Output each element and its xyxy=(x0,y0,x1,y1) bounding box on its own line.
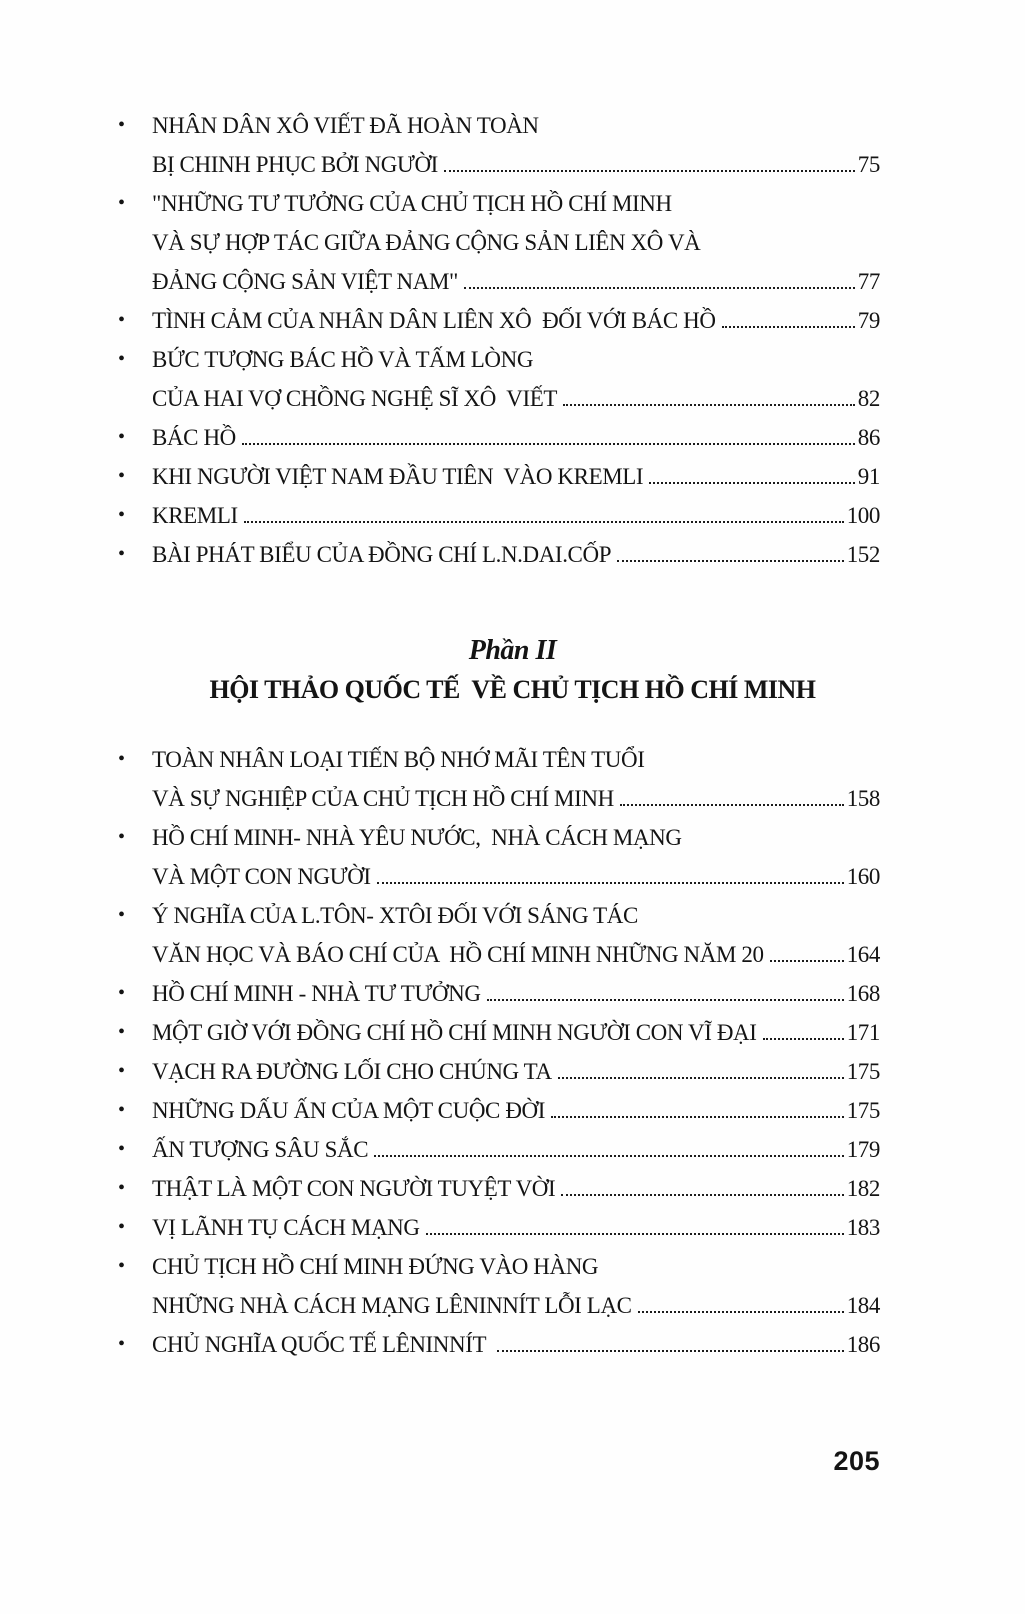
toc-entry-page: 100 xyxy=(846,503,880,528)
toc-entry-line xyxy=(152,418,880,457)
part2-section-header xyxy=(0,632,1025,710)
toc-entry-text: BỨC TƯỢNG BÁC HỒ VÀ TẤM LÒNG xyxy=(152,347,534,372)
toc-entry-body xyxy=(152,896,880,974)
bullet-icon: • xyxy=(118,426,126,448)
dot-leader xyxy=(638,1311,844,1313)
dot-leader xyxy=(374,1155,844,1157)
bullet-icon: • xyxy=(118,1216,126,1238)
toc-entry-body xyxy=(152,818,880,896)
toc-entry xyxy=(118,896,880,974)
footer-page-number: 205 xyxy=(833,1446,880,1476)
toc-entry-body xyxy=(152,301,880,340)
toc-entry-text: ĐẢNG CỘNG SẢN VIỆT NAM" xyxy=(152,269,459,294)
toc-entry xyxy=(118,740,880,818)
bullet-icon: • xyxy=(118,1021,126,1043)
toc-entry-page: 183 xyxy=(846,1215,880,1240)
toc-entry-line xyxy=(152,857,880,896)
toc-entry-page: 77 xyxy=(857,269,880,294)
dot-leader xyxy=(551,1116,844,1118)
toc-entry xyxy=(118,496,880,535)
bullet-icon: • xyxy=(118,543,126,565)
toc-entry-page: 175 xyxy=(846,1098,880,1123)
toc-entry-page: 91 xyxy=(857,464,880,489)
dot-leader xyxy=(244,521,844,523)
toc-entry-line xyxy=(152,301,880,340)
toc-entry xyxy=(118,106,880,184)
toc-entry-line xyxy=(152,1052,880,1091)
dot-leader xyxy=(722,326,855,328)
toc-entry-line xyxy=(152,1325,880,1364)
toc-entry-line xyxy=(152,1286,880,1325)
bullet-icon: • xyxy=(118,904,126,926)
dot-leader xyxy=(649,482,855,484)
toc-entry-page: 82 xyxy=(857,386,880,411)
dot-leader xyxy=(377,882,844,884)
toc-entry-line xyxy=(152,1013,880,1052)
toc-entry-text: BỊ CHINH PHỤC BỞI NGƯỜI xyxy=(152,152,438,177)
dot-leader xyxy=(763,1038,844,1040)
toc-entry-line xyxy=(152,1091,880,1130)
toc-entry-text: VÀ MỘT CON NGƯỜI xyxy=(152,864,371,889)
toc-entry-text: MỘT GIỜ VỚI ĐỒNG CHÍ HỒ CHÍ MINH NGƯỜI CON VĨ ĐẠI xyxy=(152,1020,757,1045)
bullet-icon: • xyxy=(118,1060,126,1082)
toc-entry-body xyxy=(152,1091,880,1130)
toc-entry-line xyxy=(152,974,880,1013)
toc-entry-body xyxy=(152,1013,880,1052)
toc-entry-body xyxy=(152,1052,880,1091)
toc-entry xyxy=(118,418,880,457)
dot-leader xyxy=(242,443,855,445)
toc-entry-line xyxy=(152,1169,880,1208)
dot-leader xyxy=(558,1077,844,1079)
toc-entry-page: 179 xyxy=(846,1137,880,1162)
toc-entry-text: CHỦ TỊCH HỒ CHÍ MINH ĐỨNG VÀO HÀNG xyxy=(152,1254,599,1279)
toc-entry xyxy=(118,1325,880,1364)
dot-leader xyxy=(426,1233,844,1235)
toc-entry-page: 152 xyxy=(846,542,880,567)
toc-entry-body xyxy=(152,1208,880,1247)
toc-entry-line xyxy=(152,145,880,184)
bullet-icon: • xyxy=(118,1099,126,1121)
toc-entry-text: BÁC HỒ xyxy=(152,425,236,450)
toc-entry-page: 168 xyxy=(846,981,880,1006)
bullet-icon: • xyxy=(118,826,126,848)
dot-leader xyxy=(444,170,855,172)
toc-entry-page: 175 xyxy=(846,1059,880,1084)
toc-entry xyxy=(118,1208,880,1247)
bullet-icon: • xyxy=(118,348,126,370)
toc-entry-text: THẬT LÀ MỘT CON NGƯỜI TUYỆT VỜI xyxy=(152,1176,556,1201)
toc-list-part2 xyxy=(118,740,880,1364)
toc-entry-line xyxy=(152,457,880,496)
bullet-icon: • xyxy=(118,465,126,487)
toc-entry-body xyxy=(152,535,880,574)
toc-entry-line xyxy=(152,535,880,574)
toc-entry-body xyxy=(152,184,880,301)
toc-entry xyxy=(118,535,880,574)
bullet-icon: • xyxy=(118,1138,126,1160)
toc-entry-text: CỦA HAI VỢ CHỒNG NGHỆ SĨ XÔ VIẾT xyxy=(152,386,558,411)
toc-entry-text: NHÂN DÂN XÔ VIẾT ĐÃ HOÀN TOÀN xyxy=(152,113,539,138)
toc-entry-text: HỒ CHÍ MINH - NHÀ TƯ TƯỞNG xyxy=(152,981,481,1006)
toc-entry xyxy=(118,1130,880,1169)
toc-entry-text: VỊ LÃNH TỤ CÁCH MẠNG xyxy=(152,1215,420,1240)
toc-entry-body xyxy=(152,974,880,1013)
toc-entry xyxy=(118,301,880,340)
toc-entry-page: 182 xyxy=(846,1176,880,1201)
toc-entry-text: HỒ CHÍ MINH- NHÀ YÊU NƯỚC, NHÀ CÁCH MẠNG xyxy=(152,825,682,850)
toc-entry-line xyxy=(152,496,880,535)
dot-leader xyxy=(617,560,844,562)
toc-entry-text: CHỦ NGHĨA QUỐC TẾ LÊNINNÍT xyxy=(152,1332,492,1357)
toc-entry-line xyxy=(152,262,880,301)
toc-entry-line xyxy=(152,106,880,145)
bullet-icon: • xyxy=(118,748,126,770)
toc-entry-text: TÌNH CẢM CỦA NHÂN DÂN LIÊN XÔ ĐỐI VỚI BÁC HỒ xyxy=(152,308,716,333)
toc-entry-text: Ý NGHĨA CỦA L.TÔN- XTÔI ĐỐI VỚI SÁNG TÁC xyxy=(152,903,638,928)
toc-entry-line xyxy=(152,223,880,262)
toc-entry-body xyxy=(152,740,880,818)
toc-entry-body xyxy=(152,496,880,535)
toc-entry-body xyxy=(152,457,880,496)
toc-entry-body xyxy=(152,1130,880,1169)
toc-entry xyxy=(118,1052,880,1091)
bullet-icon: • xyxy=(118,1255,126,1277)
toc-entry-page: 86 xyxy=(857,425,880,450)
toc-entry-line xyxy=(152,184,880,223)
toc-entry-body xyxy=(152,1247,880,1325)
bullet-icon: • xyxy=(118,114,126,136)
toc-entry-text: VÀ SỰ HỢP TÁC GIỮA ĐẢNG CỘNG SẢN LIÊN XÔ VÀ xyxy=(152,230,701,255)
toc-entry-page: 79 xyxy=(857,308,880,333)
toc-entry-line xyxy=(152,935,880,974)
dot-leader xyxy=(487,999,844,1001)
toc-entry-page: 158 xyxy=(846,786,880,811)
dot-leader xyxy=(770,960,844,962)
bullet-icon: • xyxy=(118,1177,126,1199)
dot-leader xyxy=(497,1350,844,1352)
toc-entry-line xyxy=(152,779,880,818)
bullet-icon: • xyxy=(118,982,126,1004)
toc-entry-text: KHI NGƯỜI VIỆT NAM ĐẦU TIÊN VÀO KREMLI xyxy=(152,464,644,489)
toc-entry-line xyxy=(152,818,880,857)
toc-entry-text: KREMLI xyxy=(152,503,238,528)
toc-entry-body xyxy=(152,418,880,457)
toc-entry-page: 160 xyxy=(846,864,880,889)
bullet-icon: • xyxy=(118,504,126,526)
dot-leader xyxy=(464,287,855,289)
toc-entry-line xyxy=(152,896,880,935)
toc-entry-body xyxy=(152,340,880,418)
toc-entry-line xyxy=(152,340,880,379)
dot-leader xyxy=(563,404,855,406)
bullet-icon: • xyxy=(118,309,126,331)
toc-entry xyxy=(118,818,880,896)
toc-entry xyxy=(118,1091,880,1130)
toc-entry-text: VÀ SỰ NGHIỆP CỦA CHỦ TỊCH HỒ CHÍ MINH xyxy=(152,786,614,811)
toc-entry-page: 186 xyxy=(846,1332,880,1357)
toc-entry xyxy=(118,184,880,301)
toc-entry-line xyxy=(152,1247,880,1286)
toc-entry-text: NHỮNG NHÀ CÁCH MẠNG LÊNINNÍT LỖI LẠC xyxy=(152,1293,632,1318)
part2-label: Phần II xyxy=(468,635,557,666)
toc-entry-line xyxy=(152,379,880,418)
toc-entry-page: 75 xyxy=(857,152,880,177)
part2-title: HỘI THẢO QUỐC TẾ VỀ CHỦ TỊCH HỒ CHÍ MINH xyxy=(209,675,816,704)
toc-entry xyxy=(118,1169,880,1208)
bullet-icon: • xyxy=(118,1333,126,1355)
toc-entry xyxy=(118,457,880,496)
toc-entry-text: VẠCH RA ĐƯỜNG LỐI CHO CHÚNG TA xyxy=(152,1059,552,1084)
toc-entry-page: 164 xyxy=(846,942,880,967)
dot-leader xyxy=(620,804,844,806)
toc-entry-text: TOÀN NHÂN LOẠI TIẾN BỘ NHỚ MÃI TÊN TUỔI xyxy=(152,747,645,772)
toc-entry-text: NHỮNG DẤU ẤN CỦA MỘT CUỘC ĐỜI xyxy=(152,1098,546,1123)
toc-entry xyxy=(118,1247,880,1325)
toc-entry-text: ẤN TƯỢNG SÂU SẮC xyxy=(152,1137,369,1162)
toc-entry-line xyxy=(152,740,880,779)
toc-entry-body xyxy=(152,1169,880,1208)
toc-entry-text: BÀI PHÁT BIỂU CỦA ĐỒNG CHÍ L.N.DAI.CỐP xyxy=(152,542,612,567)
toc-entry xyxy=(118,974,880,1013)
toc-entry-page: 171 xyxy=(846,1020,880,1045)
toc-entry xyxy=(118,340,880,418)
toc-entry-body xyxy=(152,1325,880,1364)
dot-leader xyxy=(561,1194,843,1196)
toc-list-part1 xyxy=(118,106,880,574)
toc-entry-page: 184 xyxy=(846,1293,880,1318)
toc-entry-text: "NHỮNG TƯ TƯỞNG CỦA CHỦ TỊCH HỒ CHÍ MINH xyxy=(152,191,672,216)
toc-entry xyxy=(118,1013,880,1052)
toc-entry-text: VĂN HỌC VÀ BÁO CHÍ CỦA HỒ CHÍ MINH NHỮNG NĂM 20 xyxy=(152,942,764,967)
toc-entry-line xyxy=(152,1208,880,1247)
toc-entry-body xyxy=(152,106,880,184)
bullet-icon: • xyxy=(118,192,126,214)
toc-entry-line xyxy=(152,1130,880,1169)
